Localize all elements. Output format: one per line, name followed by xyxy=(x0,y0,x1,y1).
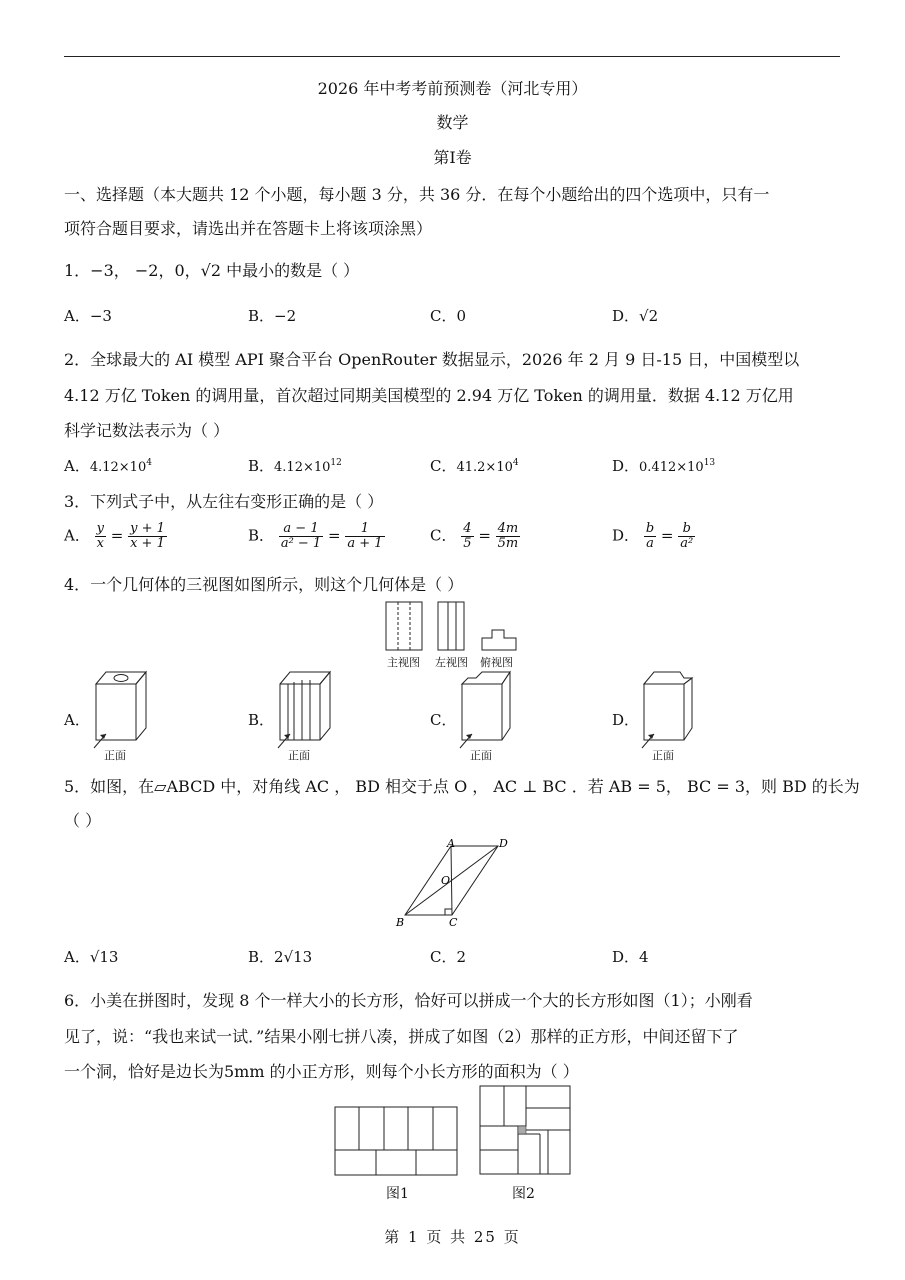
q4-solid-c[interactable] xyxy=(454,668,524,752)
point-d-label: D xyxy=(499,837,508,850)
point-a-label: A xyxy=(447,837,455,850)
q4-c-front-label: 正面 xyxy=(470,749,492,762)
q4-d-front-label: 正面 xyxy=(652,749,674,762)
q4-stem: 4．一个几何体的三视图如图所示，则这个几何体是（ ） xyxy=(64,575,464,594)
q4-b-front-label: 正面 xyxy=(288,749,310,762)
q2-line3: 科学记数法表示为（ ） xyxy=(64,421,230,440)
q6-figure-1 xyxy=(334,1104,460,1176)
q3-option-a[interactable]: A． $\frac{y}{x}$ = $\frac{y + 1}{x + 1}$ xyxy=(64,521,165,551)
q5-option-c[interactable]: C．2 xyxy=(430,948,467,966)
q2-option-b[interactable]: B．$4.12\times 10^{12}$ xyxy=(248,457,342,475)
side-view-label: 左视图 xyxy=(435,656,468,669)
section-instructions-line1: 一、选择题（本大题共 12 个小题，每小题 3 分，共 36 分．在每个小题给出的四个选项中，只有一 xyxy=(64,185,770,204)
q3-option-d[interactable]: D． $\frac{b}{a}$ = $\frac{b}{\text{a²}}$ xyxy=(612,521,694,551)
point-o-label: O xyxy=(441,874,451,887)
q2-option-d[interactable]: D．$0.412\times 10^{13}$ xyxy=(612,457,716,475)
q1-option-b[interactable]: B．−2 xyxy=(248,307,297,325)
q6-figure-2 xyxy=(478,1084,574,1176)
side-view-rect xyxy=(438,602,464,650)
subject-title: 数学 xyxy=(436,113,469,132)
q3-stem: 3．下列式子中，从左往右变形正确的是（ ） xyxy=(64,492,384,511)
front-view-label: 主视图 xyxy=(387,656,420,669)
q4-option-d[interactable]: D． xyxy=(612,711,640,729)
q5-line1: 5．如图，在▱ABCD 中，对角线 AC ， BD 相交于点 O ， AC ⊥ BC ．若 AB = 5， BC = 3，则 BD 的长为 xyxy=(64,777,860,796)
q3-option-b[interactable]: B． $\frac{a - 1}{\text{a² − 1}}$ = $\frac{1}{a + 1}$ xyxy=(248,521,383,551)
volume-title: 第Ⅰ卷 xyxy=(433,148,472,167)
q6-line2: 见了，说：“我也来试一试．”结果小刚七拼八凑，拼成了如图（2）那样的正方形，中间还留下了 xyxy=(64,1027,739,1046)
q2-option-a[interactable]: A．$4.12\times 10^4$ xyxy=(64,457,152,475)
q1-option-d[interactable]: D．√2 xyxy=(612,307,659,325)
q4-solid-b[interactable] xyxy=(272,668,342,752)
exam-title: 2026 年中考考前预测卷（河北专用） xyxy=(317,79,588,98)
q4-a-front-label: 正面 xyxy=(104,749,126,762)
q4-option-c[interactable]: C． xyxy=(430,711,457,729)
fig2-caption: 图2 xyxy=(512,1186,535,1202)
center-hole-square xyxy=(518,1126,526,1134)
q5-option-a[interactable]: A．√13 xyxy=(64,948,119,966)
q5-line2: （ ） xyxy=(64,811,102,830)
q1-stem: 1．−3， −2，0，√2 中最小的数是（ ） xyxy=(64,261,360,280)
q3-option-c[interactable]: C． $\frac{4}{5}$ = $\frac{4m}{5m}$ xyxy=(430,521,519,551)
q5-parallelogram-figure xyxy=(395,838,520,930)
top-view-label: 俯视图 xyxy=(480,656,513,669)
front-view-rect xyxy=(386,602,422,650)
right-angle-mark xyxy=(445,909,452,915)
header-rule xyxy=(64,56,840,57)
q4-solid-d[interactable] xyxy=(636,668,706,752)
q4-solid-a[interactable] xyxy=(88,668,158,752)
q1-option-a[interactable]: A．−3 xyxy=(64,307,112,325)
q4-option-b[interactable]: B． xyxy=(248,711,275,729)
q2-line2: 4.12 万亿 Token 的调用量，首次超过同期美国模型的 2.94 万亿 Token 的调用量．数据 4.12 万亿用 xyxy=(64,386,794,405)
top-view-shape xyxy=(482,630,516,650)
q6-line3: 一个洞，恰好是边长为5mm 的小正方形，则每个小长方形的面积为（ ） xyxy=(64,1062,579,1081)
section-instructions-line2: 项符合题目要求，请选出并在答题卡上将该项涂黑） xyxy=(64,219,433,238)
q1-option-c[interactable]: C．0 xyxy=(430,307,467,325)
q2-line1: 2．全球最大的 AI 模型 API 聚合平台 OpenRouter 数据显示，2026 年 2 月 9 日-15 日，中国模型以 xyxy=(64,350,800,369)
page-footer: 第 1 页 共 25 页 xyxy=(384,1228,521,1246)
point-c-label: C xyxy=(449,916,458,929)
q2-option-c[interactable]: C．$41.2\times 10^4$ xyxy=(430,457,519,475)
point-b-label: B xyxy=(396,916,405,929)
q5-option-d[interactable]: D．4 xyxy=(612,948,649,966)
q6-line1: 6．小美在拼图时，发现 8 个一样大小的长方形，恰好可以拼成一个大的长方形如图（1）；小刚看 xyxy=(64,991,753,1010)
fig1-caption: 图1 xyxy=(386,1186,409,1202)
q5-option-b[interactable]: B．2√13 xyxy=(248,948,313,966)
q4-option-a[interactable]: A． xyxy=(64,711,90,729)
